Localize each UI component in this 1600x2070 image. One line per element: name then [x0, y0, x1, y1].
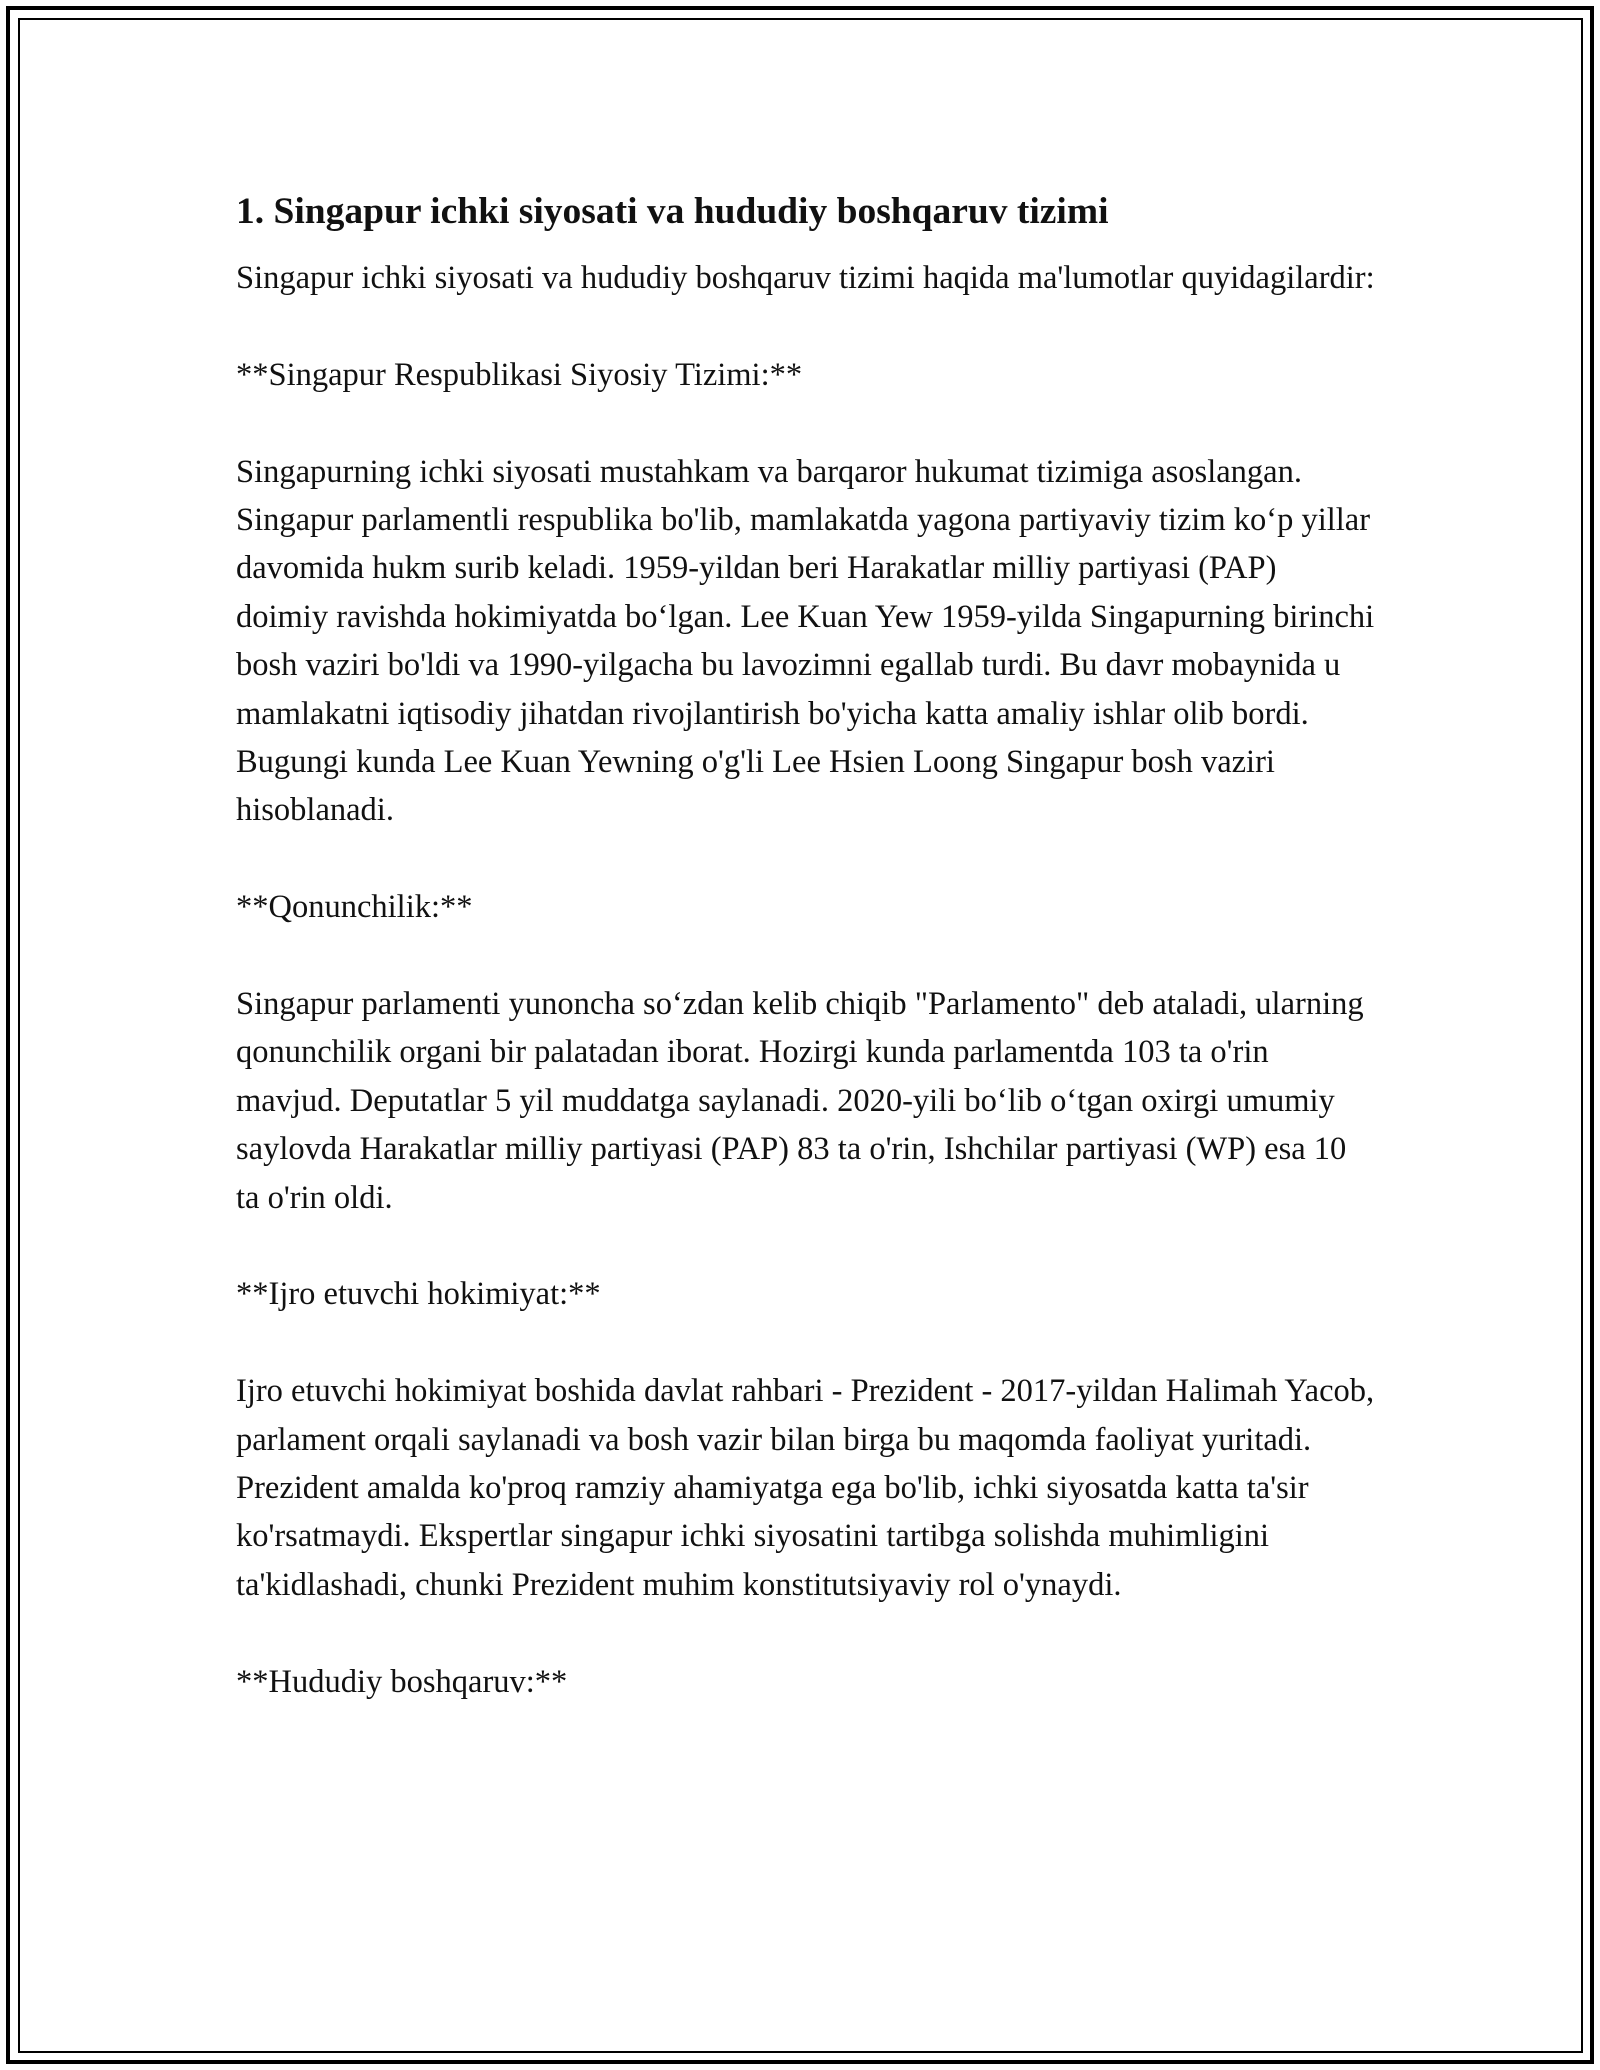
section-heading-executive: **Ijro etuvchi hokimiyat:**: [236, 1276, 601, 1313]
intro-paragraph: Singapur ichki siyosati va hududiy boshqaruv tizimi haqida ma'lumotlar quyidagilardir:: [236, 260, 1375, 296]
section-body-legislature: Singapur parlamenti yunoncha so‘zdan kelib chiqib "Parlamento" deb ataladi, ularning qonunchilik organi bir palatadan iborat. Hozirgi kunda parlamentda 103 ta o'rin mavjud. Deputatlar 5 yil muddatga saylanadi. 2020-yili bo‘lib o‘tgan oxirgi umumiy saylovda Harakatlar milliy partiyasi (PAP) 83 ta o'rin, Ishchilar partiyasi (WP) esa 10 ta o'rin oldi.: [236, 986, 1364, 1216]
document-content: [236, 186, 1376, 1754]
section-heading-political-system: **Singapur Respublikasi Siyosiy Tizimi:**: [236, 356, 803, 393]
document-title: 1. Singapur ichki siyosati va hududiy boshqaruv tizimi: [236, 191, 1109, 232]
section-body-executive: Ijro etuvchi hokimiyat boshida davlat rahbari - Prezident - 2017-yildan Halimah Yacob, parlament orqali saylanadi va bosh vazir bilan birga bu maqomda faoliyat yuritadi. Prezident amalda ko'proq ramziy ahamiyatga ega bo'lib, ichki siyosatda katta ta'sir ko'rsatmaydi. Ekspertlar singapur ichki siyosatini tartibga solishda muhimligini ta'kidlashadi, chunki Prezident muhim konstitutsiyaviy rol o'ynaydi.: [236, 1373, 1375, 1603]
section-heading-regional-governance: **Hududiy boshqaruv:**: [236, 1663, 568, 1700]
section-heading-legislature: **Qonunchilik:**: [236, 889, 473, 926]
section-body-political-system: Singapurning ichki siyosati mustahkam va barqaror hukumat tizimiga asoslangan. Singapur parlamentli respublika bo'lib, mamlakatda yagona partiyaviy tizim ko‘p yillar davomida hukm surib keladi. 1959-yildan beri Harakatlar milliy partiyasi (PAP) doimiy ravishda hokimiyatda bo‘lgan. Lee Kuan Yew 1959-yilda Singapurning birinchi bosh vaziri bo'ldi va 1990-yilgacha bu lavozimni egallab turdi. Bu davr mobaynida u mamlakatni iqtisodiy jihatdan rivojlantirish bo'yicha katta amaliy ishlar olib bordi. Bugungi kunda Lee Kuan Yewning o'g'li Lee Hsien Loong Singapur bosh vaziri hisoblanadi.: [236, 453, 1375, 829]
